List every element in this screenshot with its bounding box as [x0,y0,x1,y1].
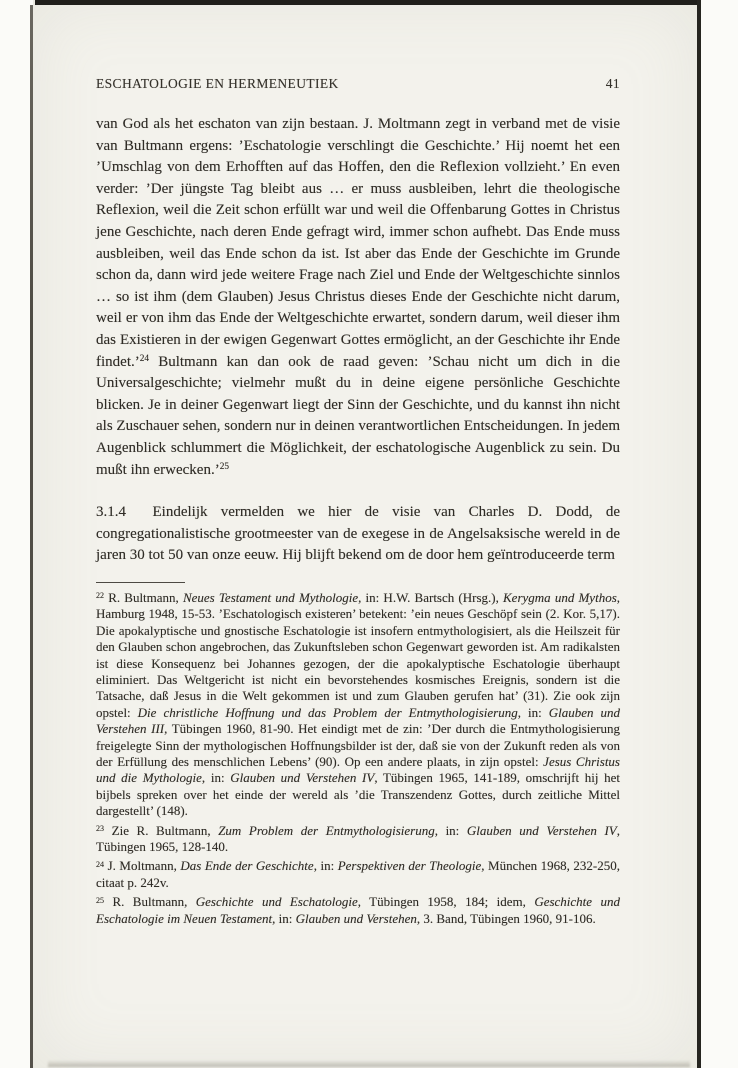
text-segment: R. Bultmann, [108,589,183,605]
text-segment: , Tübingen 1965, 128-140. [96,822,620,854]
footnote-24 [96,858,620,891]
text-segment: , Tübingen 1958, 184; idem, [357,894,535,910]
text-segment: , Tübingen 1960, 81-90. Het eindigt met de zin: ’Der durch die Entmythologisierung freigelegte Sinn der mythologischen Hoffnungsbilder ist der, daß sie von der Zukunft reden als von der Erfüllung des menschlichen Lebens’ (90). Op een andere plaats, in zijn opstel: [96,721,621,769]
text-segment: , München 1968, 232-250, citaat p. 242v. [96,858,620,890]
text-segment: Zum Problem der Entmythologisierung [218,822,435,838]
text-segment: , 3. Band, Tübingen 1960, 91-106. [416,910,596,926]
text-segment: , in: [313,858,338,874]
text-segment: Kerygma und Mythos [503,589,617,605]
text-segment: , in: [272,910,296,926]
page-content [96,0,620,930]
footnote-separator [96,582,185,583]
text-segment: Glauben und Verstehen [295,910,417,926]
text-segment: , in: [201,770,231,786]
text-segment: Die christliche Hoffnung und das Problem der Entmythologisierung [137,704,518,720]
text-segment: Glauben und Verstehen IV [466,822,617,838]
text-segment: Das Ende der Geschichte [180,858,314,874]
footnotes-list [96,590,620,927]
page-number: 41 [605,76,620,91]
footnote-23 [96,823,620,856]
text-segment: van God als het eschaton van zijn bestaan. J. Moltmann zegt in verband met de visie van Bultmann ergens: ’Eschatologie verschlingt die Geschichte.’ Hij noemt het een ’Umschlag von dem Erhofften auf das Hoffen, den die Reflexion vollzieht.’ En even verder: ’Der jüngste Tag bleibt aus … er muss ausbleiben, lehrt die theologische Reflexion, weil die Zeit schon erfüllt war und weil die Offenbarung Gottes in Christus jene Geschichte, nach deren Ende gefragt wird, immer schon aufhebt. Das Ende muss ausbleiben, weil das Ende schon da ist. Ist aber das Ende der Geschichte im Grunde schon da, dann wird jede weitere Frage nach Ziel und Ende der Weltgeschichte sinnlos … so ist ihm (dem Glauben) Jesus Christus dieses Ende der Geschichte nicht darum, weil er von ihm das Ende der Weltgeschichte erwartet, sondern darum, weil dieser ihm das Existieren in der ewigen Gegenwart Gottes ermöglicht, an der Geschichte ihr Ende findet.’ [96,116,620,370]
body-paragraph-1 [96,114,620,481]
text-segment: Neues Testament und Mythologie [182,589,359,605]
text-segment: J. Moltmann, [107,858,181,874]
body-paragraph-2 [96,502,620,567]
footnote-number: 24 [96,859,105,869]
text-segment: R. Bultmann, [112,894,196,910]
footnote-25 [96,894,620,927]
text-segment: , Tübingen 1965, 141-189, omschrijft hij het bijbels spreken over het einde der wereld als ’die Transzendenz Gottes, durch zeitliche Mittel dargestellt’ (148). [96,770,620,819]
footnote-22 [96,590,620,820]
text-segment: Geschichte und Eschatologie [195,894,358,910]
text-segment: Geschichte und Eschatologie im Neuen Testament [96,894,620,926]
scan-edge-right [697,0,701,1068]
text-segment: Glauben und Verstehen IV [230,770,375,786]
text-segment: Bultmann kan dan ook de raad geven: ’Schau nicht um dich in die Universalgeschichte; vielmehr mußt du in deine eigene persönliche Geschichte blicken. Je in deiner Gegenwart liegt der Sinn der Geschichte, und du kannst ihn nicht als Zuschauer sehen, sondern nur in deinen verantwortlichen Entscheidungen. In jedem Augenblick schlummert die Möglichkeit, der eschatologische Augenblick zu sein. Du mußt ihn erwecken.’ [96,353,620,478]
text-segment: 3.1.4 Eindelijk vermelden we hier de visie van Charles D. Dodd, de congregationalistische grootmeester van de exegese in de Angelsaksische wereld in de jaren 30 tot 50 van onze eeuw. Hij blijft bekend om de door hem geïntroduceerde term [96,504,620,564]
footnote-number: 25 [96,895,105,905]
text-segment: , in: H.W. Bartsch (Hrsg.), [358,589,504,605]
text-segment: Jesus Christus und die Mythologie [96,753,620,786]
footnote-reference: 25 [219,462,230,473]
text-segment: , in: [517,704,549,720]
text-segment: Perspektiven der Theologie [337,858,482,874]
text-segment: Zie R. Bultmann, [111,822,219,838]
scan-bottom-shadow [48,1060,690,1067]
scan-edge-left [30,5,33,1068]
text-segment: , Hamburg 1948, 15-53. ’Eschatologisch existeren’ betekent: ’ein neues Geschöpf sein (2. Kor. 5,17). Die apokalyptische und gnostische Eschatologie ist insofern entmythologisiert, als die Heilszeit für den Glauben schon angebrochen, das Zukunftsleben schon Gegenwart geworden ist. Am radikalsten ist diese Konsequenz bei Johannes gezogen, der die apokalyptische Eschatologie überhaupt eliminiert. Das Weltgericht ist nicht ein bevorstehendes kosmisches Ereignis, sondern ist die Tatsache, daß Jesus in die Welt gekommen ist und zum Glauben gerufen hat’ (31). Zie ook zijn opstel: [96,589,620,720]
footnote-number: 23 [96,823,105,833]
footnote-reference: 24 [139,354,150,365]
text-segment: Glauben und Verstehen III [96,704,620,737]
footnote-number: 22 [96,591,105,601]
running-header [96,76,620,92]
header-title: ESCHATOLOGIE EN HERMENEUTIEK [96,76,339,91]
text-segment: , in: [434,822,467,838]
